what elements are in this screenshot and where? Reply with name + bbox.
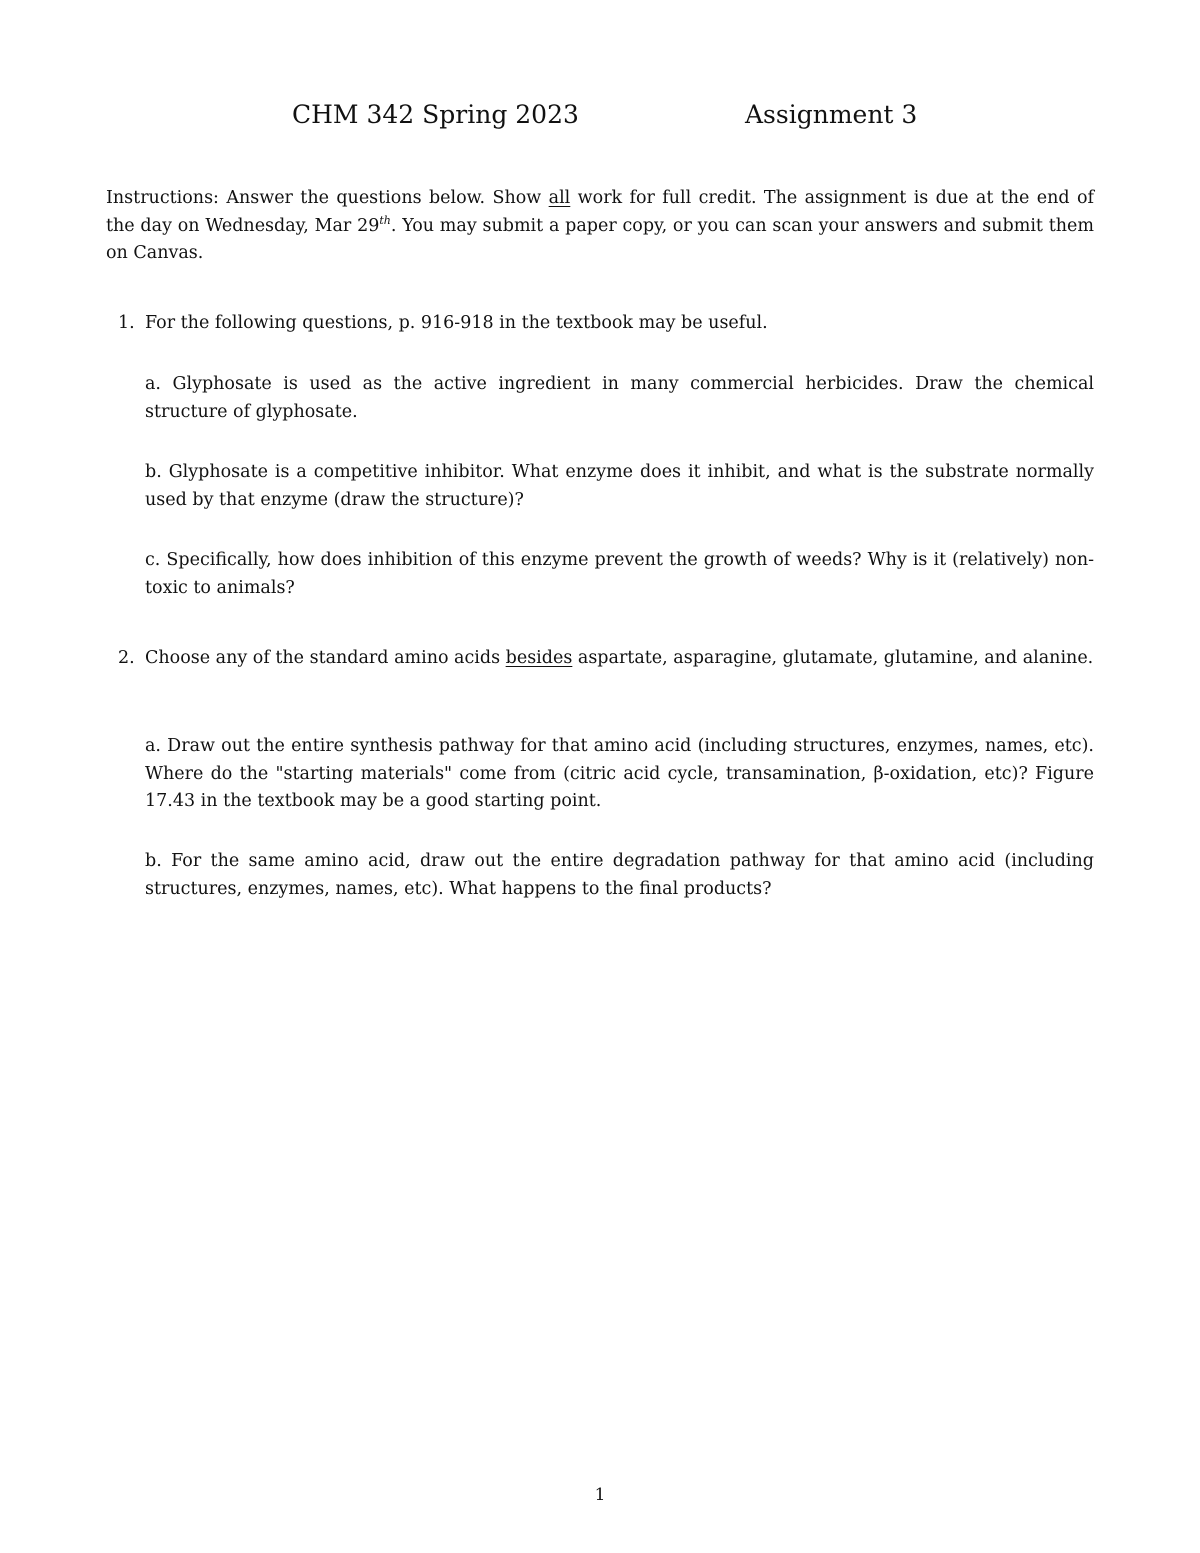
instructions-superscript: th — [379, 213, 391, 227]
question-2 — [106, 645, 1094, 673]
question-2b: b. For the same amino acid, draw out the entire degradation pathway for that amino acid (including structures, enzymes, names, etc). What happens to the final products? — [145, 851, 1094, 899]
instructions-text-1: Instructions: Answer the questions below. Show — [106, 188, 549, 208]
question-number: 1. — [118, 313, 135, 333]
question-1b: b. Glyphosate is a competitive inhibitor. What enzyme does it inhibit, and what is the substrate normally used by that enzyme (draw the structure)? — [145, 462, 1094, 510]
instructions-text-3: . You may submit a paper copy, or you can scan your answers and submit them on Canvas. — [106, 215, 1094, 263]
question-1c: c. Specifically, how does inhibition of this enzyme prevent the growth of weeds? Why is it (relatively) non-toxic to animals? — [145, 550, 1094, 598]
question-1a: a. Glyphosate is used as the active ingredient in many commercial herbicides. Draw the chemical structure of glyphosate. — [145, 374, 1094, 422]
instructions-paragraph — [106, 185, 1094, 268]
question-stem — [145, 645, 1094, 673]
question-number: 2. — [118, 648, 135, 668]
instructions-emphasis: all — [548, 188, 571, 208]
question-2a: a. Draw out the entire synthesis pathway for that amino acid (including structures, enzymes, names, etc). Where do the "starting materials" come from (citric acid cycle, transamination, β-oxidation, etc)? Figure 17.43 in the textbook may be a good starting point. — [145, 736, 1094, 811]
page-header — [0, 100, 1200, 140]
question-1 — [106, 310, 1094, 338]
course-title: CHM 342 Spring 2023 — [292, 100, 579, 129]
question-stem-emphasis: besides — [505, 648, 573, 668]
page-number: 1 — [594, 1485, 606, 1505]
question-stem-text-2: aspartate, asparagine, glutamate, glutamine, and alanine. — [572, 648, 1094, 668]
instructions-text-2: work for full credit. The assignment is due at the end of the day on Wednesday, Mar 29 — [106, 188, 1094, 236]
assignment-title: Assignment 3 — [745, 100, 918, 129]
question-stem-text-1: Choose any of the standard amino acids — [145, 648, 506, 668]
question-stem: For the following questions, p. 916-918 in the textbook may be useful. — [145, 313, 768, 333]
